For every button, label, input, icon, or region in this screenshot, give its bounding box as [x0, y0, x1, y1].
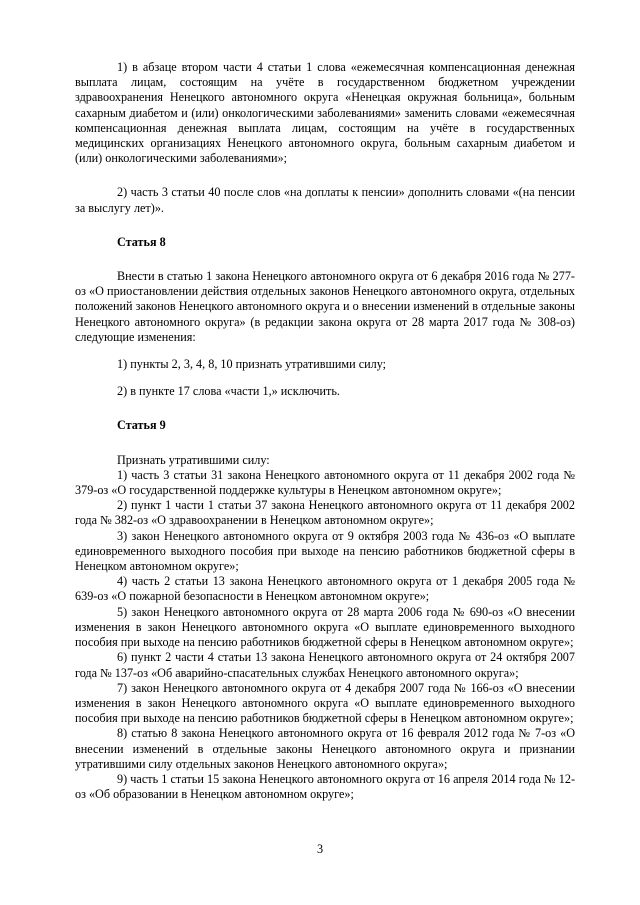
article-9-item: 5) закон Ненецкого автономного округа от 28 марта 2006 года № 690-оз «О внесении изменения в закон Ненецкого автономного округа «О выплате единовременного выходного пособия при выходе на пенсию работников бюджетной сферы в Ненецком автономном округе»; — [75, 604, 575, 650]
article-9-item: 2) пункт 1 части 1 статьи 37 закона Ненецкого автономного округа от 11 декабря 2002 года № 382-оз «О здравоохранении в Ненецком автономном округе»; — [75, 498, 575, 528]
article-9-item: 6) пункт 2 части 4 статьи 13 закона Ненецкого автономного округа от 24 октября 2007 года № 137-оз «Об аварийно-спасательных службах Ненецкого автономного округа»; — [75, 650, 575, 680]
article-8-intro: Внести в статью 1 закона Ненецкого автономного округа от 6 декабря 2016 года № 277-оз «О приостановлении действия отдельных законов Ненецкого автономного округа, отдельных положений законов Ненецкого автономного округа и о внесении изменений в отдельные законы Ненецкого автономного округа» (в редакции закона округа от 28 марта 2017 года № 308-оз) следующие изменения: — [75, 269, 575, 344]
amendment-item-1: 1) в абзаце втором части 4 статьи 1 слова «ежемесячная компенсационная денежная выплата лицам, состоящим на учёте в государственном бюджетном учреждении здравоохранения Ненецкого автономного округа «Ненецкая окружная больница», больным сахарным диабетом и (или) онкологическими заболеваниями» заменить словами «ежемесячная компенсационная денежная выплата лицам, состоящим на учёте в государственных медицинских организациях Ненецкого автономного округа, больным сахарным диабетом и (или) онкологическими заболеваниями»; — [75, 60, 575, 166]
article-8-item: 2) в пункте 17 слова «части 1,» исключить. — [117, 384, 340, 399]
article-9-heading: Статья 9 — [117, 418, 166, 433]
article-9-item: 1) часть 3 статьи 31 закона Ненецкого автономного округа от 11 декабря 2002 года № 379-оз «О государственной поддержке культуры в Ненецком автономном округе»; — [75, 467, 575, 498]
article-9-item: 4) часть 2 статьи 13 закона Ненецкого автономного округа от 1 декабря 2005 года № 639-оз «О пожарной безопасности в Ненецком автономном округе»; — [75, 574, 575, 604]
article-9-intro: Признать утратившими силу: — [117, 452, 270, 467]
article-9-item: 7) закон Ненецкого автономного округа от 4 декабря 2007 года № 166-оз «О внесении изменения в закон Ненецкого автономного округа «О выплате единовременного выходного пособия при выходе на пенсию работников бюджетной сферы в Ненецком автономном округе»; — [75, 680, 575, 726]
page-number: 3 — [316, 842, 324, 856]
article-9-item: 3) закон Ненецкого автономного округа от 9 октября 2003 года № 436-оз «О выплате единовременного выходного пособия при выходе на пенсию работников бюджетной сферы в Ненецком автономном округе»; — [75, 528, 575, 574]
article-8-heading: Статья 8 — [117, 234, 166, 249]
amendment-item-2: 2) часть 3 статьи 40 после слов «на доплаты к пенсии» дополнить словами «(на пенсии за выслугу лет)». — [75, 185, 575, 215]
article-9-item: 8) статью 8 закона Ненецкого автономного округа от 16 февраля 2012 года № 7-оз «О внесении изменений в отдельные законы Ненецкого автономного округа и признании утратившими силу отдельных законов Ненецкого автономного округа»; — [75, 726, 575, 771]
document-body — [75, 60, 575, 802]
article-8-item: 1) пункты 2, 3, 4, 8, 10 признать утратившими силу; — [117, 357, 387, 372]
article-9-item: 9) часть 1 статьи 15 закона Ненецкого автономного округа от 16 апреля 2014 года № 12-оз «Об образовании в Ненецком автономном округе»; — [75, 771, 575, 802]
